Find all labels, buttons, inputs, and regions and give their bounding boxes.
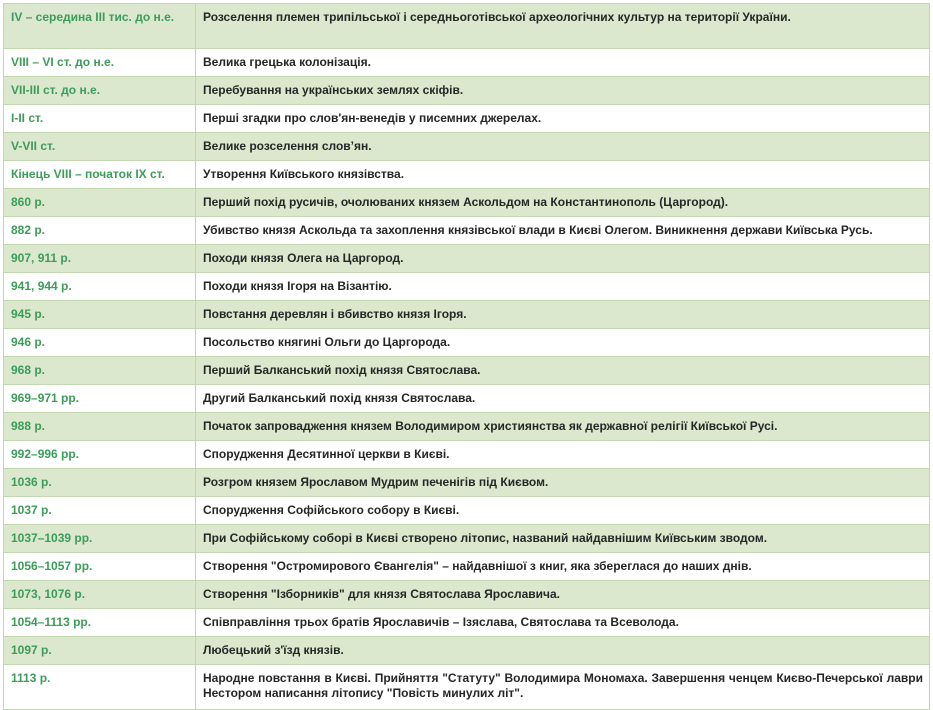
timeline-row bbox=[4, 301, 930, 329]
timeline-event: При Софійському соборі в Києві створено літопис, названий найдавнішим Київським зводом. bbox=[196, 525, 930, 553]
timeline-row bbox=[4, 441, 930, 469]
timeline-event: Велика грецька колонізація. bbox=[196, 49, 930, 77]
timeline-row bbox=[4, 497, 930, 525]
timeline-date: 968 р. bbox=[4, 357, 196, 385]
timeline-row bbox=[4, 105, 930, 133]
timeline-date: 907, 911 р. bbox=[4, 245, 196, 273]
timeline-date: 941, 944 р. bbox=[4, 273, 196, 301]
timeline-row bbox=[4, 217, 930, 245]
timeline-event: Утворення Київського князівства. bbox=[196, 161, 930, 189]
timeline-event: Народне повстання в Києві. Прийняття "Статуту" Володимира Мономаха. Завершення ченцем Києво-Печерської лаври Нестором написання літопису "Повість минулих літ". bbox=[196, 665, 930, 710]
timeline-event: Створення "Ізборників" для князя Святослава Ярославича. bbox=[196, 581, 930, 609]
timeline-date: 945 р. bbox=[4, 301, 196, 329]
timeline-event: Створення "Остромирового Євангелія" – найдавнішої з книг, яка збереглася до наших днів. bbox=[196, 553, 930, 581]
timeline-row bbox=[4, 385, 930, 413]
timeline-date: 1036 р. bbox=[4, 469, 196, 497]
timeline-event: Спорудження Софійського собору в Києві. bbox=[196, 497, 930, 525]
timeline-event: Велике розселення слов’ян. bbox=[196, 133, 930, 161]
timeline-date: IV – середина III тис. до н.е. bbox=[4, 4, 196, 49]
timeline-event: Розселення племен трипільської і середньоготівської археологічних культур на території України. bbox=[196, 4, 930, 49]
timeline-date: VII-III ст. до н.е. bbox=[4, 77, 196, 105]
timeline-event: Перший Балканський похід князя Святослава. bbox=[196, 357, 930, 385]
timeline-row bbox=[4, 637, 930, 665]
timeline-event: Перші згадки про слов'ян-венедів у писемних джерелах. bbox=[196, 105, 930, 133]
timeline-event: Спорудження Десятинної церкви в Києві. bbox=[196, 441, 930, 469]
timeline-date: 1073, 1076 р. bbox=[4, 581, 196, 609]
timeline-date: I-II ст. bbox=[4, 105, 196, 133]
timeline-date: 1054–1113 рр. bbox=[4, 609, 196, 637]
timeline-date: VIII – VI ст. до н.е. bbox=[4, 49, 196, 77]
timeline-event: Любецький з'їзд князів. bbox=[196, 637, 930, 665]
history-timeline-table bbox=[3, 3, 930, 710]
timeline-row bbox=[4, 413, 930, 441]
timeline-row bbox=[4, 665, 930, 710]
timeline-date: 860 р. bbox=[4, 189, 196, 217]
timeline-event: Убивство князя Аскольда та захоплення князівської влади в Києві Олегом. Виникнення держави Київська Русь. bbox=[196, 217, 930, 245]
timeline-row bbox=[4, 553, 930, 581]
timeline-event: Початок запровадження князем Володимиром християнства як державної релігії Київської Русі. bbox=[196, 413, 930, 441]
timeline-row bbox=[4, 329, 930, 357]
timeline-body bbox=[4, 4, 930, 710]
timeline-date: 1037–1039 рр. bbox=[4, 525, 196, 553]
timeline-event: Повстання деревлян і вбивство князя Ігоря. bbox=[196, 301, 930, 329]
timeline-row bbox=[4, 133, 930, 161]
timeline-row bbox=[4, 49, 930, 77]
timeline-date: 1056–1057 рр. bbox=[4, 553, 196, 581]
timeline-row bbox=[4, 161, 930, 189]
timeline-event: Походи князя Ігоря на Візантію. bbox=[196, 273, 930, 301]
timeline-date: V-VII ст. bbox=[4, 133, 196, 161]
timeline-event: Посольство княгині Ольги до Царгорода. bbox=[196, 329, 930, 357]
timeline-event: Перший похід русичів, очолюваних князем Аскольдом на Константинополь (Царгород). bbox=[196, 189, 930, 217]
timeline-row bbox=[4, 245, 930, 273]
timeline-row bbox=[4, 77, 930, 105]
timeline-row bbox=[4, 4, 930, 49]
timeline-date: 1097 р. bbox=[4, 637, 196, 665]
timeline-row bbox=[4, 189, 930, 217]
timeline-row bbox=[4, 609, 930, 637]
timeline-date: Кінець VIII – початок IX ст. bbox=[4, 161, 196, 189]
timeline-date: 882 р. bbox=[4, 217, 196, 245]
timeline-row bbox=[4, 357, 930, 385]
timeline-row bbox=[4, 469, 930, 497]
timeline-date: 1113 р. bbox=[4, 665, 196, 710]
timeline-row bbox=[4, 273, 930, 301]
timeline-date: 992–996 рр. bbox=[4, 441, 196, 469]
timeline-event: Другий Балканський похід князя Святослава. bbox=[196, 385, 930, 413]
timeline-event: Розгром князем Ярославом Мудрим печенігів під Києвом. bbox=[196, 469, 930, 497]
timeline-event: Походи князя Олега на Царгород. bbox=[196, 245, 930, 273]
timeline-date: 946 р. bbox=[4, 329, 196, 357]
timeline-row bbox=[4, 525, 930, 553]
timeline-date: 988 р. bbox=[4, 413, 196, 441]
timeline-date: 1037 р. bbox=[4, 497, 196, 525]
timeline-event: Перебування на українських землях скіфів. bbox=[196, 77, 930, 105]
timeline-event: Співправління трьох братів Ярославичів – Ізяслава, Святослава та Всеволода. bbox=[196, 609, 930, 637]
timeline-date: 969–971 рр. bbox=[4, 385, 196, 413]
timeline-row bbox=[4, 581, 930, 609]
